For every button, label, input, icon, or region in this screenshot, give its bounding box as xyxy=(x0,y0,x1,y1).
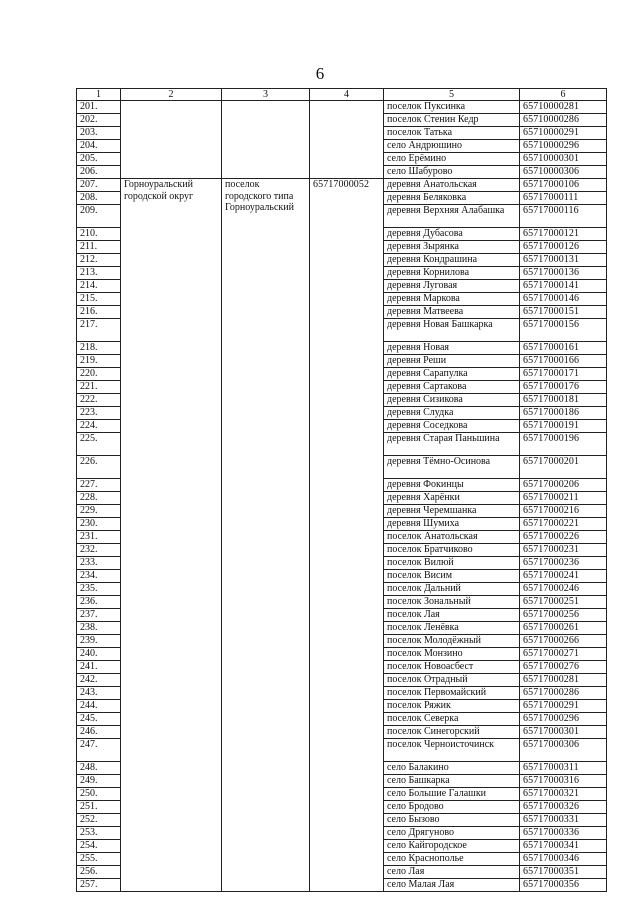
locality-code: 65717000161 xyxy=(520,342,607,355)
locality-code: 65717000291 xyxy=(520,700,607,713)
locality-code: 65717000231 xyxy=(520,544,607,557)
row-number: 213. xyxy=(77,267,121,280)
locality-name: село Ерёмино xyxy=(384,153,520,166)
row-number: 229. xyxy=(77,505,121,518)
locality-name: поселок Пуксинка xyxy=(384,101,520,114)
locality-name: поселок Первомайский xyxy=(384,687,520,700)
row-number: 257. xyxy=(77,879,121,892)
row-number: 217. xyxy=(77,319,121,342)
row-number: 249. xyxy=(77,775,121,788)
locality-name: деревня Соседкова xyxy=(384,420,520,433)
locality-name: село Лая xyxy=(384,866,520,879)
row-number: 223. xyxy=(77,407,121,420)
row-number: 204. xyxy=(77,140,121,153)
row-number: 245. xyxy=(77,713,121,726)
row-number: 208. xyxy=(77,192,121,205)
locality-name: деревня Анатольская xyxy=(384,179,520,192)
row-number: 252. xyxy=(77,814,121,827)
locality-code: 65717000221 xyxy=(520,518,607,531)
row-number: 230. xyxy=(77,518,121,531)
row-number: 202. xyxy=(77,114,121,127)
locality-name: поселок Отрадный xyxy=(384,674,520,687)
locality-code: 65717000216 xyxy=(520,505,607,518)
locality-name: село Бызово xyxy=(384,814,520,827)
locality-name: деревня Новая xyxy=(384,342,520,355)
settlement-type-name: поселок городского типа Горноуральский xyxy=(222,179,310,892)
row-number: 206. xyxy=(77,166,121,179)
row-number: 253. xyxy=(77,827,121,840)
locality-name: деревня Сизикова xyxy=(384,394,520,407)
locality-name: деревня Луговая xyxy=(384,280,520,293)
locality-code: 65717000116 xyxy=(520,205,607,228)
locality-name: деревня Матвеева xyxy=(384,306,520,319)
locality-name: поселок Братчиково xyxy=(384,544,520,557)
locality-name: село Башкарка xyxy=(384,775,520,788)
locality-name: поселок Ленёвка xyxy=(384,622,520,635)
locality-code: 65717000176 xyxy=(520,381,607,394)
locality-code: 65717000301 xyxy=(520,726,607,739)
locality-code: 65710000286 xyxy=(520,114,607,127)
locality-name: поселок Синегорский xyxy=(384,726,520,739)
locality-name: деревня Реши xyxy=(384,355,520,368)
row-number: 222. xyxy=(77,394,121,407)
locality-code: 65717000206 xyxy=(520,479,607,492)
row-number: 233. xyxy=(77,557,121,570)
locality-name: поселок Стенин Кедр xyxy=(384,114,520,127)
row-number: 212. xyxy=(77,254,121,267)
locality-name: поселок Татька xyxy=(384,127,520,140)
locality-code: 65717000316 xyxy=(520,775,607,788)
locality-code: 65717000271 xyxy=(520,648,607,661)
locality-code: 65717000126 xyxy=(520,241,607,254)
locality-name: село Андрюшино xyxy=(384,140,520,153)
district-name: Горноуральский городской округ xyxy=(121,179,222,892)
locality-name: деревня Новая Башкарка xyxy=(384,319,520,342)
row-number: 250. xyxy=(77,788,121,801)
locality-code: 65717000151 xyxy=(520,306,607,319)
locality-name: село Бродово xyxy=(384,801,520,814)
row-number: 236. xyxy=(77,596,121,609)
row-number: 247. xyxy=(77,739,121,762)
row-number: 232. xyxy=(77,544,121,557)
row-number: 237. xyxy=(77,609,121,622)
row-number: 239. xyxy=(77,635,121,648)
locality-code: 65710000281 xyxy=(520,101,607,114)
locality-name: деревня Маркова xyxy=(384,293,520,306)
locality-name: поселок Новоасбест xyxy=(384,661,520,674)
locality-name: село Краснополье xyxy=(384,853,520,866)
locality-code: 65717000356 xyxy=(520,879,607,892)
row-number: 205. xyxy=(77,153,121,166)
settlement-code: 65717000052 xyxy=(310,179,384,892)
locality-name: поселок Вилюй xyxy=(384,557,520,570)
locality-code: 65717000171 xyxy=(520,368,607,381)
locality-code: 65717000331 xyxy=(520,814,607,827)
locality-code: 65717000121 xyxy=(520,228,607,241)
row-number: 254. xyxy=(77,840,121,853)
header-cell-3: 3 xyxy=(222,89,310,101)
locality-name: деревня Верхняя Алабашка xyxy=(384,205,520,228)
locality-code: 65717000146 xyxy=(520,293,607,306)
locality-name: поселок Лая xyxy=(384,609,520,622)
locality-name: село Большие Галашки xyxy=(384,788,520,801)
settlement-cell-empty xyxy=(222,101,310,179)
locality-code: 65717000236 xyxy=(520,557,607,570)
locality-code: 65717000181 xyxy=(520,394,607,407)
locality-code: 65717000211 xyxy=(520,492,607,505)
row-number: 209. xyxy=(77,205,121,228)
locality-code: 65717000276 xyxy=(520,661,607,674)
row-number: 216. xyxy=(77,306,121,319)
row-number: 207. xyxy=(77,179,121,192)
locality-code: 65717000191 xyxy=(520,420,607,433)
row-number: 227. xyxy=(77,479,121,492)
locality-name: деревня Черемшанка xyxy=(384,505,520,518)
row-number: 231. xyxy=(77,531,121,544)
locality-code: 65717000156 xyxy=(520,319,607,342)
locality-name: поселок Молодёжный xyxy=(384,635,520,648)
locality-code: 65717000166 xyxy=(520,355,607,368)
row-number: 242. xyxy=(77,674,121,687)
locality-name: деревня Кондрашина xyxy=(384,254,520,267)
locality-name: поселок Зональный xyxy=(384,596,520,609)
district-cell-empty xyxy=(121,101,222,179)
locality-name: село Балакино xyxy=(384,762,520,775)
header-cell-5: 5 xyxy=(384,89,520,101)
header-row xyxy=(77,89,607,101)
locality-code: 65717000196 xyxy=(520,433,607,456)
locality-code: 65717000341 xyxy=(520,840,607,853)
locality-code: 65717000261 xyxy=(520,622,607,635)
locality-code: 65717000296 xyxy=(520,713,607,726)
row-number: 228. xyxy=(77,492,121,505)
locality-name: поселок Анатольская xyxy=(384,531,520,544)
row-number: 240. xyxy=(77,648,121,661)
locality-name: деревня Шумиха xyxy=(384,518,520,531)
locality-code: 65717000311 xyxy=(520,762,607,775)
locality-code: 65717000336 xyxy=(520,827,607,840)
locality-name: деревня Тёмно-Осинова xyxy=(384,456,520,479)
page-number: 6 xyxy=(315,64,325,83)
settlements-table xyxy=(76,88,607,892)
locality-name: поселок Дальний xyxy=(384,583,520,596)
locality-code: 65717000246 xyxy=(520,583,607,596)
locality-code: 65717000226 xyxy=(520,531,607,544)
row-number: 226. xyxy=(77,456,121,479)
locality-name: деревня Сартакова xyxy=(384,381,520,394)
locality-name: село Шабурово xyxy=(384,166,520,179)
row-number: 225. xyxy=(77,433,121,456)
locality-name: поселок Ряжик xyxy=(384,700,520,713)
header-cell-4: 4 xyxy=(310,89,384,101)
locality-name: поселок Черноисточинск xyxy=(384,739,520,762)
row-number: 211. xyxy=(77,241,121,254)
locality-name: деревня Зырянка xyxy=(384,241,520,254)
table-row xyxy=(77,101,607,114)
row-number: 244. xyxy=(77,700,121,713)
locality-name: поселок Северка xyxy=(384,713,520,726)
locality-code: 65710000296 xyxy=(520,140,607,153)
row-number: 218. xyxy=(77,342,121,355)
row-number: 256. xyxy=(77,866,121,879)
locality-name: деревня Беляковка xyxy=(384,192,520,205)
locality-code: 65717000141 xyxy=(520,280,607,293)
row-number: 248. xyxy=(77,762,121,775)
locality-code: 65717000241 xyxy=(520,570,607,583)
locality-code: 65717000321 xyxy=(520,788,607,801)
row-number: 235. xyxy=(77,583,121,596)
header-cell-2: 2 xyxy=(121,89,222,101)
row-number: 214. xyxy=(77,280,121,293)
row-number: 234. xyxy=(77,570,121,583)
locality-code: 65717000306 xyxy=(520,739,607,762)
locality-code: 65710000301 xyxy=(520,153,607,166)
locality-code: 65717000286 xyxy=(520,687,607,700)
locality-code: 65717000111 xyxy=(520,192,607,205)
locality-name: деревня Слудка xyxy=(384,407,520,420)
locality-code: 65710000306 xyxy=(520,166,607,179)
locality-code: 65717000201 xyxy=(520,456,607,479)
row-number: 220. xyxy=(77,368,121,381)
row-number: 215. xyxy=(77,293,121,306)
row-number: 203. xyxy=(77,127,121,140)
row-number: 221. xyxy=(77,381,121,394)
row-number: 251. xyxy=(77,801,121,814)
locality-name: поселок Висим xyxy=(384,570,520,583)
locality-code: 65717000131 xyxy=(520,254,607,267)
row-number: 243. xyxy=(77,687,121,700)
locality-code: 65717000346 xyxy=(520,853,607,866)
locality-code: 65710000291 xyxy=(520,127,607,140)
row-number: 224. xyxy=(77,420,121,433)
row-number: 241. xyxy=(77,661,121,674)
locality-name: село Кайгородское xyxy=(384,840,520,853)
locality-code: 65717000351 xyxy=(520,866,607,879)
row-number: 201. xyxy=(77,101,121,114)
locality-name: деревня Сарапулка xyxy=(384,368,520,381)
header-cell-1: 1 xyxy=(77,89,121,101)
locality-code: 65717000326 xyxy=(520,801,607,814)
locality-code: 65717000266 xyxy=(520,635,607,648)
row-number: 255. xyxy=(77,853,121,866)
locality-name: село Малая Лая xyxy=(384,879,520,892)
row-number: 238. xyxy=(77,622,121,635)
locality-name: деревня Корнилова xyxy=(384,267,520,280)
header-cell-6: 6 xyxy=(520,89,607,101)
locality-name: деревня Старая Паньшина xyxy=(384,433,520,456)
locality-code: 65717000136 xyxy=(520,267,607,280)
locality-name: село Дрягуново xyxy=(384,827,520,840)
locality-code: 65717000106 xyxy=(520,179,607,192)
code-cell-empty xyxy=(310,101,384,179)
locality-code: 65717000281 xyxy=(520,674,607,687)
row-number: 246. xyxy=(77,726,121,739)
table-row xyxy=(77,179,607,192)
table-body xyxy=(77,101,607,892)
row-number: 219. xyxy=(77,355,121,368)
row-number: 210. xyxy=(77,228,121,241)
locality-name: деревня Фокинцы xyxy=(384,479,520,492)
locality-name: поселок Монзино xyxy=(384,648,520,661)
locality-name: деревня Дубасова xyxy=(384,228,520,241)
locality-code: 65717000186 xyxy=(520,407,607,420)
locality-code: 65717000256 xyxy=(520,609,607,622)
locality-code: 65717000251 xyxy=(520,596,607,609)
locality-name: деревня Харёнки xyxy=(384,492,520,505)
